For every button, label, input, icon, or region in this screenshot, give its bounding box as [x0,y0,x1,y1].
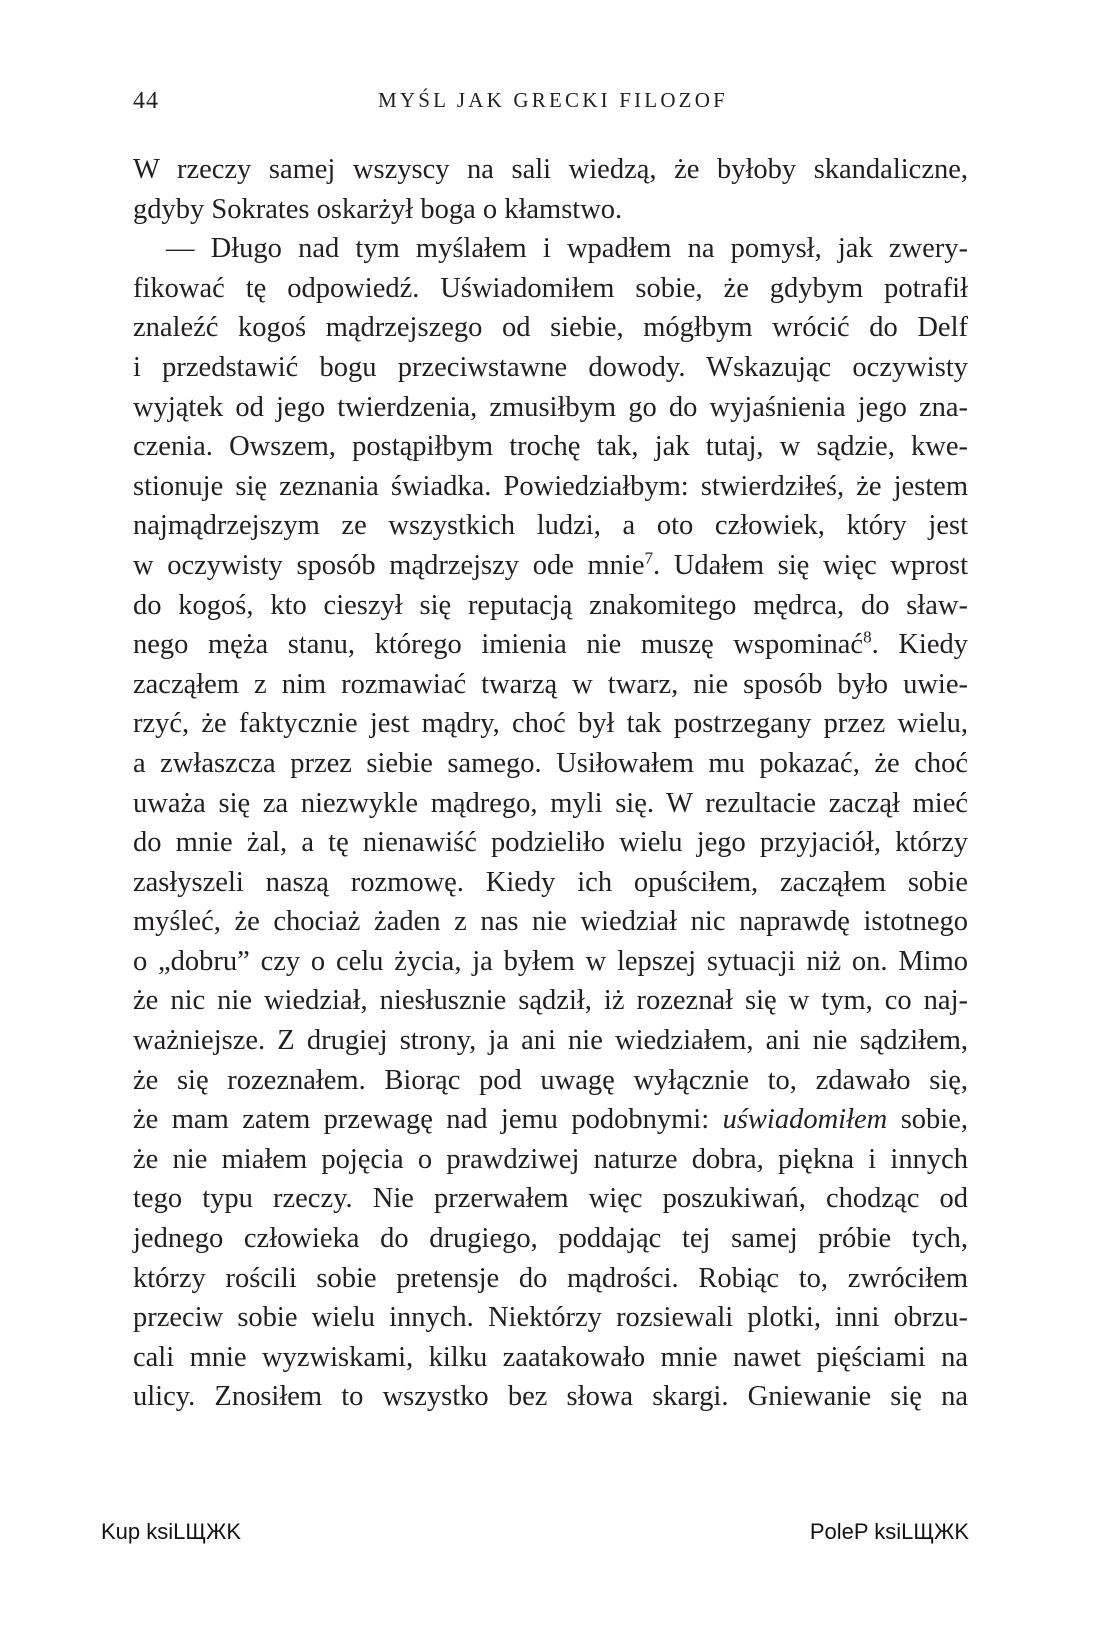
page-number: 44 [133,88,159,114]
text-line [133,1100,968,1140]
running-title: MYŚL JAK GRECKI FILOZOF [378,88,728,112]
text-line: że nic nie wiedział, niesłusznie sądził, iż rozeznał się w tym, co naj- [133,985,968,1017]
text-line: zasłyszeli naszą rozmowę. Kiedy ich opuściłem, zacząłem sobie [133,866,968,898]
text-run: . Udałem się więc wprost [653,549,968,581]
body-text [133,150,968,1417]
text-line: znaleźć kogoś mądrzejszego od siebie, mógłbym wrócić do Delf [133,312,968,344]
text-line: gdyby Sokrates oskarżył boga o kłamstwo. [133,193,623,225]
text-line [133,546,968,586]
text-line: o „dobru” czy o celu życia, ja byłem w lepszej sytuacji niż on. Mimo [133,945,968,977]
footnote-ref: 8 [863,627,872,647]
text-line: że się rozeznałem. Biorąc pod uwagę wyłącznie to, zdawało się, [133,1064,968,1096]
text-run: . Kiedy [871,629,968,661]
text-line: jednego człowieka do drugiego, poddając tej samej próbie tych, [133,1223,968,1255]
text-line: którzy rościli sobie pretensje do mądrości. Robiąc to, zwróciłem [133,1262,968,1294]
text-run: że mam zatem przewagę nad jemu podobnymi: [133,1104,723,1136]
page-header [133,88,973,118]
text-line: że nie miałem pojęcia o prawdziwej naturze dobra, piękna i innych [133,1143,968,1175]
text-line: ważniejsze. Z drugiej strony, ja ani nie wiedziałem, ani nie sądziłem, [133,1025,968,1057]
text-line: ulicy. Znosiłem to wszystko bez słowa skargi. Gniewanie się na [133,1381,968,1413]
buy-book-link[interactable]: Kup ksiLЩЖK [101,1519,241,1544]
text-line: do kogoś, kto cieszył się reputacją znakomitego mędrca, do sław- [133,589,968,621]
text-line [133,625,968,665]
text-line: — Długo nad tym myślałem i wpadłem na pomysł, jak zwery- [166,233,968,265]
text-line: tego typu rzeczy. Nie przerwałem więc poszukiwań, chodząc od [133,1183,968,1215]
emphasis: uświadomiłem [722,1104,888,1136]
text-line: uważa się za niezwykle mądrego, myli się. W rezultacie zaczął mieć [133,787,968,819]
text-line: W rzeczy samej wszyscy na sali wiedzą, że byłoby skandaliczne, [133,154,968,185]
text-line: rzyć, że faktycznie jest mądry, choć był tak postrzegany przez wielu, [133,708,968,740]
text-line: fikować tę odpowiedź. Uświadomiłem sobie, że gdybym potrafił [133,272,968,304]
text-line: stionuje się zeznania świadka. Powiedziałbym: stwierdziłeś, że jestem [133,470,968,502]
text-run: nego męża stanu, którego imienia nie muszę wspominać [133,629,864,661]
text-line: przeciw sobie wielu innych. Niektórzy rozsiewali plotki, inni obrzu- [133,1302,968,1334]
text-line: wyjątek od jego twierdzenia, zmusiłbym go do wyjaśnienia jego zna- [133,391,968,423]
text-line: czenia. Owszem, postąpiłbym trochę tak, jak tutaj, w sądzie, kwe- [133,431,968,463]
text-line: zacząłem z nim rozmawiać twarzą w twarz, nie sposób było uwie- [133,668,968,700]
recommend-book-link[interactable]: PoleP ksiLЩЖK [809,1519,969,1544]
text-line: a zwłaszcza przez siebie samego. Usiłowałem mu pokazać, że choć [133,747,968,779]
text-line: najmądrzejszym ze wszystkich ludzi, a oto człowiek, który jest [133,510,968,542]
text-line: do mnie żal, a tę nienawiść podzieliło wielu jego przyjaciół, którzy [133,827,968,859]
text-line: cali mnie wyzwiskami, kilku zaatakowało mnie nawet pięściami na [133,1341,968,1373]
text-line: i przedstawić bogu przeciwstawne dowody. Wskazując oczywisty [133,351,968,383]
text-run: sobie, [887,1104,968,1136]
text-run: w oczywisty sposób mądrzejszy ode mnie [133,549,645,581]
footnote-ref: 7 [644,548,653,568]
text-line: myśleć, że chociaż żaden z nas nie wiedział nic naprawdę istotnego [133,906,968,938]
